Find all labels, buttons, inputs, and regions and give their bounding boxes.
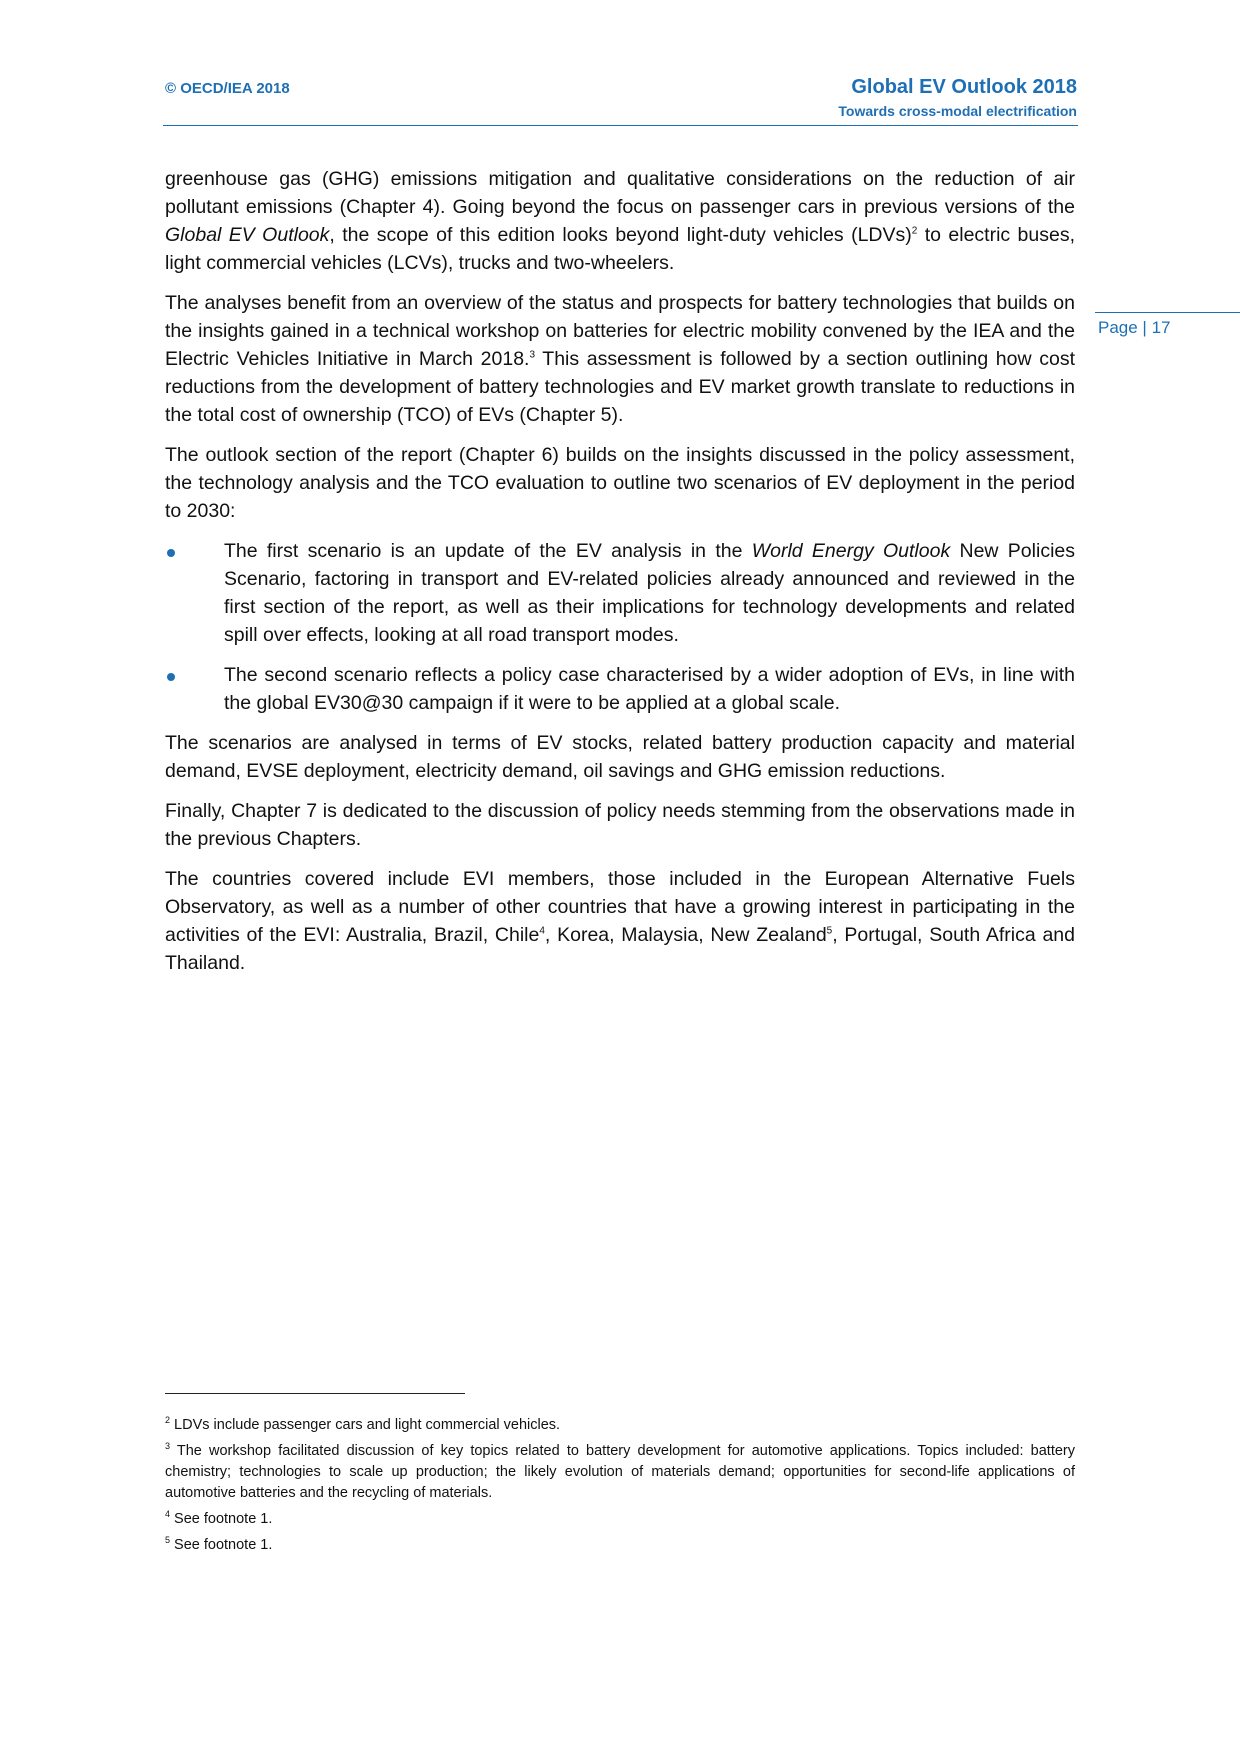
bullet-icon xyxy=(167,673,175,681)
footnote-ref[interactable]: 2 xyxy=(911,225,918,237)
footnote-divider xyxy=(165,1393,465,1394)
footnote-ref[interactable]: 5 xyxy=(826,925,833,937)
paragraph: The countries covered include EVI members, those included in the European Alternative Fuels Observatory, as well as a number of other countries that have a growing interest in participating in the activities of the EVI: Australia, Brazil, Chile$^4$, Korea, Malaysia, New Zealand$^5$, Portugal, South Africa and Thailand. xyxy=(165,868,1075,974)
footnote-ref[interactable]: 4 xyxy=(539,925,545,937)
footnote: $^2$ LDVs include passenger cars and light commercial vehicles. xyxy=(165,1415,561,1433)
paragraph: greenhouse gas (GHG) emissions mitigation and qualitative considerations on the reduction of air pollutant emissions (Chapter 4). Going beyond the focus on passenger cars in previous versions of the Global EV Outlook, the scope of this edition looks beyond light-duty vehicles (LDVs)$^2$ to electric buses, light commercial vehicles (LCVs), trucks and two-wheelers. xyxy=(165,168,1076,274)
footnote: $^5$ See footnote 1. xyxy=(165,1535,273,1553)
bullet-icon xyxy=(167,549,175,557)
list-item: The second scenario reflects a policy case characterised by a wider adoption of EVs, in line with the global EV30@30 campaign if it were to be applied at a global scale. xyxy=(165,661,1075,717)
body-text xyxy=(165,165,1075,989)
page-number-divider xyxy=(1095,312,1240,313)
paragraph: The scenarios are analysed in terms of EV stocks, related battery production capacity and material demand, EVSE deployment, electricity demand, oil savings and GHG emission reductions. xyxy=(165,732,1075,782)
footnote-ref[interactable]: 3 xyxy=(529,349,536,361)
copyright-notice: © OECD/IEA 2018 xyxy=(165,80,290,97)
header-divider xyxy=(163,125,1078,126)
list-item: The first scenario is an update of the EV analysis in the World Energy Outlook New Policies Scenario, factoring in transport and EV-related policies already announced and reviewed in the first section of the report, as well as their implications for technology developments and related spill over effects, looking at all road transport modes. xyxy=(165,537,1075,649)
report-subtitle: Towards cross-modal electrification xyxy=(838,103,1077,119)
scenario-list xyxy=(165,537,1075,717)
paragraph: The analyses benefit from an overview of the status and prospects for battery technologies that builds on the insights gained in a technical workshop on batteries for electric mobility convened by the IEA and the Electric Vehicles Initiative in March 2018.$^3$ This assessment is followed by a section outlining how cost reductions from the development of battery technologies and EV market growth translate to reductions in the total cost of ownership (TCO) of EVs (Chapter 5). xyxy=(165,292,1075,426)
footnotes xyxy=(165,1415,1075,1561)
running-header xyxy=(838,74,1077,122)
footnote: $^3$ The workshop facilitated discussion of key topics related to battery development for automotive applications. Topics included: battery chemistry; technologies to scale up production; the likely evolution of materials demand; opportunities for second-life applications of automotive batteries and the recycling of materials. xyxy=(165,1441,1075,1501)
report-title: Global EV Outlook 2018 xyxy=(851,76,1077,98)
footnote: $^4$ See footnote 1. xyxy=(165,1509,273,1527)
page-number: Page | 17 xyxy=(1098,318,1171,337)
paragraph: Finally, Chapter 7 is dedicated to the discussion of policy needs stemming from the observations made in the previous Chapters. xyxy=(165,800,1075,850)
paragraph: The outlook section of the report (Chapter 6) builds on the insights discussed in the policy assessment, the technology analysis and the TCO evaluation to outline two scenarios of EV deployment in the period to 2030: xyxy=(165,444,1075,522)
